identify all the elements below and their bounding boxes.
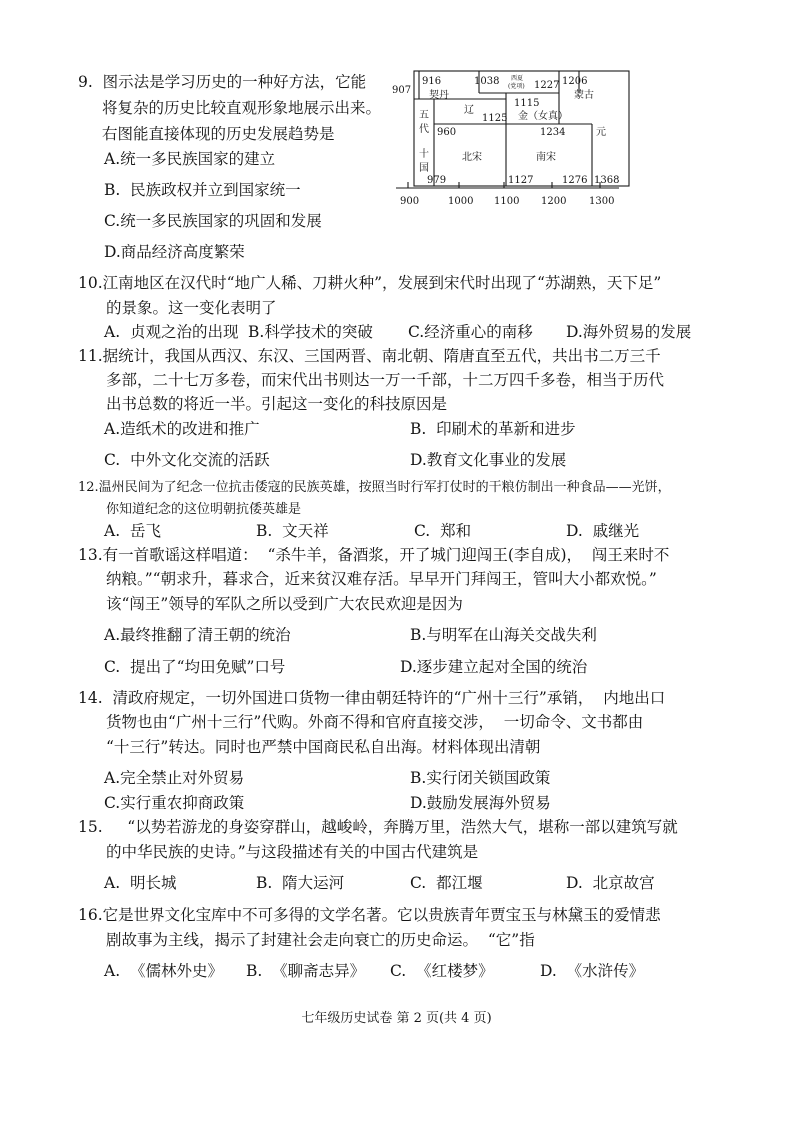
question-16-option-b[interactable]: B. 《聊斋志异》 (246, 962, 366, 980)
question-14-option-b[interactable]: B.实行闭关锁国政策 (410, 769, 551, 787)
label-five-dynasties-1: 五 (419, 110, 429, 121)
question-12-option-d[interactable]: D. 戚继光 (566, 522, 640, 540)
tick-label-1200: 1200 (541, 196, 567, 207)
label-916: 916 (422, 76, 442, 87)
question-13-line-3: 该“闯王”领导的军队之所以受到广大农民欢迎是因为 (106, 595, 463, 613)
label-1038: 1038 (474, 76, 500, 87)
question-13-option-a[interactable]: A.最终推翻了清王朝的统治 (104, 626, 291, 644)
question-9-line-2: 将复杂的历史比较直观形象地展示出来。 (102, 99, 382, 117)
question-9-option-a[interactable]: A.统一多民族国家的建立 (104, 150, 276, 168)
dynasty-timeline-chart (384, 66, 634, 212)
question-11-line-2: 多部，二十七万多卷，而宋代出书则达一万一千部，十二万四千多卷，相当于历代 (106, 371, 665, 389)
question-13-line-1: 13.有一首歌谣这样唱道： “杀牛羊，备酒浆，开了城门迎闯王(李自成)， 闯王来时不 (78, 546, 670, 564)
question-9-option-d[interactable]: D.商品经济高度繁荣 (104, 243, 245, 261)
label-five-dynasties-2: 代 (419, 124, 429, 135)
label-liao: 辽 (464, 105, 474, 116)
dynasty-timeline-svg (384, 66, 634, 212)
question-16-option-d[interactable]: D. 《水浒传》 (540, 962, 645, 980)
question-13-line-2: 纳粮。”“朝求升，暮求合，近来贫汉难存活。早早开门拜闯王，管叫大小都欢悦。” (106, 570, 657, 588)
page-footer: 七年级历史试卷 第 2 页(共 4 页) (301, 1011, 492, 1026)
question-11-option-a[interactable]: A.造纸术的改进和推广 (104, 420, 260, 438)
question-15-option-d[interactable]: D. 北京故宫 (566, 874, 655, 892)
label-1234: 1234 (540, 127, 566, 138)
question-14-option-d[interactable]: D.鼓励发展海外贸易 (410, 794, 551, 812)
question-14-option-a[interactable]: A.完全禁止对外贸易 (104, 769, 245, 787)
question-9-line-1: 9. 图示法是学习历史的一种好方法，它能 (78, 73, 367, 91)
label-1127: 1127 (508, 175, 534, 186)
question-16-line-1: 16.它是世界文化宝库中不可多得的文学名著。它以贵族青年贾宝玉与林黛玉的爱情悲 (78, 906, 661, 924)
label-xixia-sub: (党项) (508, 83, 525, 90)
label-1227: 1227 (534, 80, 560, 91)
question-11-line-1: 11.据统计，我国从西汉、东汉、三国两晋、南北朝、隋唐直至五代，共出书二万三千 (78, 347, 661, 365)
label-mongol: 蒙古 (574, 90, 594, 101)
question-12-option-b[interactable]: B. 文天祥 (256, 522, 329, 540)
question-12-line-2: 你知道纪念的这位明朝抗倭英雄是 (106, 502, 302, 517)
question-15-line-2: 的中华民族的史诗。”与这段描述有关的中国古代建筑是 (106, 843, 479, 861)
question-14-line-1: 14. 清政府规定，一切外国进口货物一律由朝廷特许的“广州十三行”承销， 内地出口 (78, 689, 666, 707)
label-1276: 1276 (562, 175, 588, 186)
question-9-option-c[interactable]: C.统一多民族国家的巩固和发展 (104, 212, 322, 230)
question-16-line-2: 剧故事为主线，揭示了封建社会走向衰亡的历史命运。 “它”指 (106, 931, 535, 949)
question-9-option-b[interactable]: B. 民族政权并立到国家统一 (104, 181, 301, 199)
question-11-option-c[interactable]: C. 中外文化交流的活跃 (104, 451, 270, 469)
tick-label-1000: 1000 (448, 196, 474, 207)
question-12-option-c[interactable]: C. 郑和 (414, 522, 472, 540)
label-ten-kingdoms-1: 十 (419, 149, 429, 160)
label-1115: 1115 (514, 98, 540, 109)
label-960: 960 (437, 127, 457, 138)
label-ten-kingdoms-2: 国 (419, 163, 429, 174)
question-10-option-a[interactable]: A. 贞观之治的出现 (104, 323, 239, 341)
label-907: 907 (392, 85, 412, 96)
label-beisong: 北宋 (462, 152, 482, 163)
question-10-line-1: 10.江南地区在汉代时“地广人稀、刀耕火种”，发展到宋代时出现了“苏湖熟，天下足” (78, 274, 662, 292)
question-14-line-3: “十三行”转达。同时也严禁中国商民私自出海。材料体现出清朝 (106, 738, 541, 756)
question-14-option-c[interactable]: C.实行重农抑商政策 (104, 794, 245, 812)
label-khitan: 契丹 (429, 90, 449, 101)
question-11-option-d[interactable]: D.教育文化事业的发展 (410, 451, 567, 469)
question-12-line-1: 12.温州民间为了纪念一位抗击倭寇的民族英雄，按照当时行军打仗时的干粮仿制出一种食品——光饼， (78, 480, 671, 495)
question-15-line-1: 15. “以势若游龙的身姿穿群山，越峻岭，奔腾万里，浩然大气，堪称一部以建筑写就 (78, 818, 678, 836)
label-xixia: 西夏 (511, 75, 524, 82)
label-1125: 1125 (482, 113, 508, 124)
tick-label-1100: 1100 (494, 196, 520, 207)
question-15-option-a[interactable]: A. 明长城 (104, 874, 177, 892)
question-15-option-c[interactable]: C. 都江堰 (410, 874, 483, 892)
tick-label-1300: 1300 (589, 196, 615, 207)
question-10-option-b[interactable]: B.科学技术的突破 (248, 323, 373, 341)
question-12-option-a[interactable]: A. 岳飞 (104, 522, 161, 540)
question-9-line-3: 右图能直接体现的历史发展趋势是 (102, 125, 335, 143)
label-1368: 1368 (594, 175, 620, 186)
question-15-option-b[interactable]: B. 隋大运河 (256, 874, 345, 892)
label-yuan: 元 (596, 127, 606, 138)
question-13-option-d[interactable]: D.逐步建立起对全国的统治 (400, 658, 588, 676)
label-979: 979 (427, 175, 447, 186)
question-11-line-3: 出书总数的将近一半。引起这一变化的科技原因是 (106, 395, 448, 413)
question-14-line-2: 货物也由“广州十三行”代购。外商不得和官府直接交涉， 一切命令、文书都由 (106, 713, 644, 731)
question-16-option-a[interactable]: A. 《儒林外史》 (104, 962, 223, 980)
question-10-option-c[interactable]: C.经济重心的南移 (408, 323, 533, 341)
question-11-option-b[interactable]: B. 印刷术的革新和进步 (410, 420, 576, 438)
tick-label-900: 900 (400, 196, 420, 207)
label-nansong: 南宋 (536, 152, 556, 163)
question-10-option-d[interactable]: D.海外贸易的发展 (566, 323, 692, 341)
question-16-option-c[interactable]: C. 《红楼梦》 (390, 962, 494, 980)
question-10-line-2: 的景象。这一变化表明了 (106, 299, 277, 317)
label-jin: 金（女真） (518, 111, 568, 122)
question-13-option-b[interactable]: B.与明军在山海关交战失利 (410, 626, 597, 644)
label-1206: 1206 (562, 76, 588, 87)
question-13-option-c[interactable]: C. 提出了“均田免赋”口号 (104, 658, 286, 676)
